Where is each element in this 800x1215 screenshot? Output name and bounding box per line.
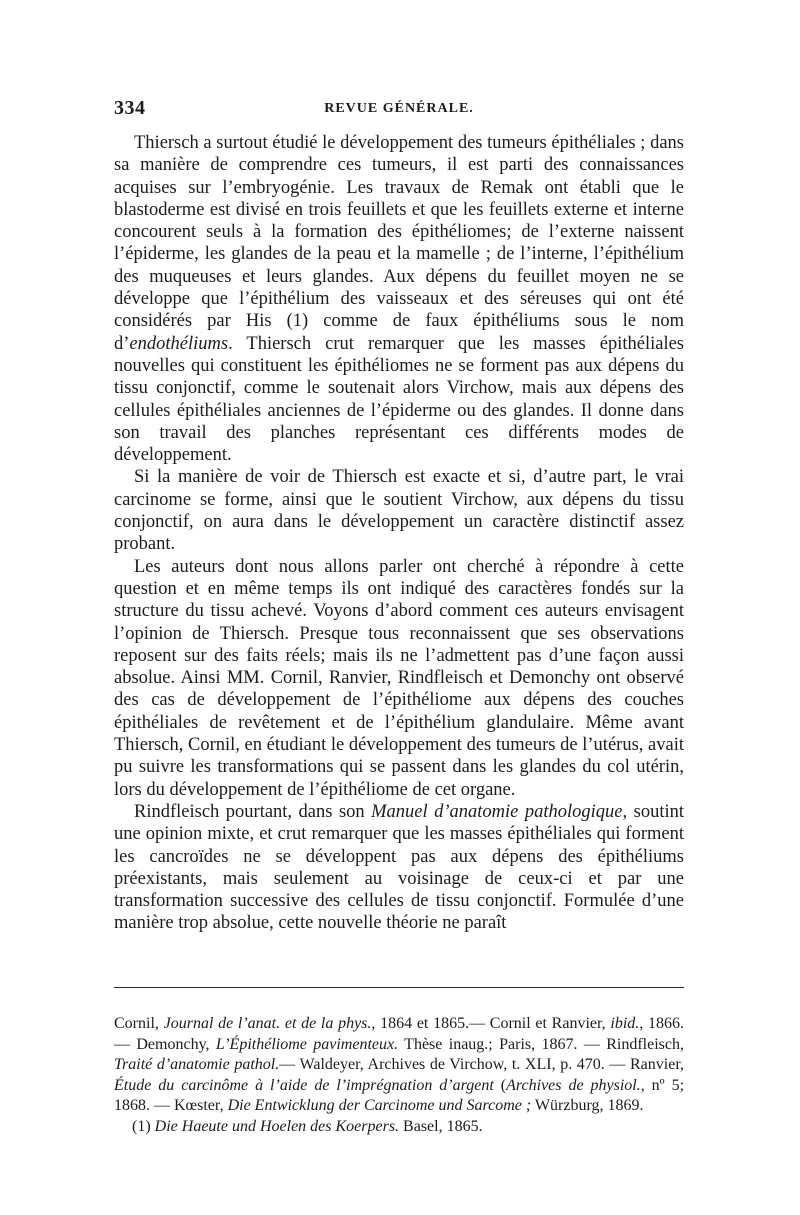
emphasis-endotheliums: endothéliums <box>129 333 229 354</box>
footnote-1: (1) Die Haeute und Hoelen des Koerpers. Basel, 1865. <box>132 1117 483 1135</box>
footnote-separator <box>114 987 684 988</box>
footnotes <box>114 1014 684 1137</box>
references-footnote: Cornil, Journal de l’anat. et de la phys., 1864 et 1865.— Cornil et Ranvier, ibid., 1866. — Demonchy, L’Épithéliome pavimenteux. Thèse inaug.; Paris, 1867. — Rindfleisch, Traité d’anatomie pathol.— Waldeyer, Archives de Virchow, t. XLI, p. 470. — Ranvier, Étude du carcinôme à l’aide de l’imprégnation d’argent (Archives de physiol., nº 5; 1868. — Kœster, Die Entwicklung der Carcinome und Sarcome ; Würzburg, 1869. <box>114 1015 685 1114</box>
running-title: REVUE GÉNÉRALE. <box>324 101 474 116</box>
page-number: 334 <box>114 97 146 119</box>
paragraph-4: Rindfleisch pourtant, dans son Manuel d’anatomie pathologique, soutint une opinion mixte, et crut remarquer que les masses épithéliales qui forment les cancroïdes ne se développent pas aux dépens des épithéliums préexistants, mais seulement au voisinage de ceux-ci et par une transformation successive des cellules de tissu conjonctif. Formulée d’une manière trop absolue, cette nouvelle théorie ne paraît <box>114 801 684 934</box>
body-text <box>114 132 684 935</box>
page-header <box>114 97 684 123</box>
paragraph-3: Les auteurs dont nous allons parler ont cherché à répondre à cette question et en même temps ils ont indiqué des caractères fondés sur la structure du tissu achevé. Voyons d’abord comment ces auteurs envisagent l’opinion de Thiersch. Presque tous reconnaissent que ses observations reposent sur des faits réels; mais ils ne l’admettent pas d’une façon aussi absolue. Ainsi MM. Cornil, Ranvier, Rindfleisch et Demonchy ont observé des cas de développement de l’épithéliome aux dépens des couches épithéliales de revêtement et de l’épithélium glandulaire. Même avant Thiersch, Cornil, en étudiant le développement des tumeurs de l’utérus, avait pu suivre les transformations qui se passent dans les glandes du col utérin, lors du développement de l’épithéliome de cet organe. <box>114 556 684 800</box>
emphasis-manuel-title: Manuel d’anatomie pathologique <box>371 801 623 822</box>
paragraph-2: Si la manière de voir de Thiersch est exacte et si, d’autre part, le vrai carcinome se forme, ainsi que le soutient Virchow, aux dépens du tissu conjonctif, on aura dans le développement un caractère distinctif assez probant. <box>114 467 684 555</box>
paragraph-1: Thiersch a surtout étudié le développement des tumeurs épithéliales ; dans sa manière de comprendre ces tumeurs, il est parti des connaissances acquises sur l’embryogénie. Les travaux de Remak ont établi que le blastoderme est divisé en trois feuillets et que les feuillets externe et interne concourent seuls à la formation des épithéliomes; de l’externe naissent l’épiderme, les glandes de la peau et la mamelle ; de l’interne, l’épithélium des muqueuses et leurs glandes. Aux dépens du feuillet moyen ne se développe que l’épithélium des vaisseaux et des séreuses qui ont été considérés par His (1) comme de faux épithéliums sous le nom d’endothéliums. Thiersch crut remarquer que les masses épithéliales nouvelles qui constituent les épithéliomes ne se forment pas aux dépens du tissu conjonctif, comme le soutenait alors Virchow, mais aux dépens des cellules épithéliales anciennes de l’épiderme ou des glandes. Il donne dans son travail des planches représentant ces différents modes de développement. <box>114 133 684 466</box>
